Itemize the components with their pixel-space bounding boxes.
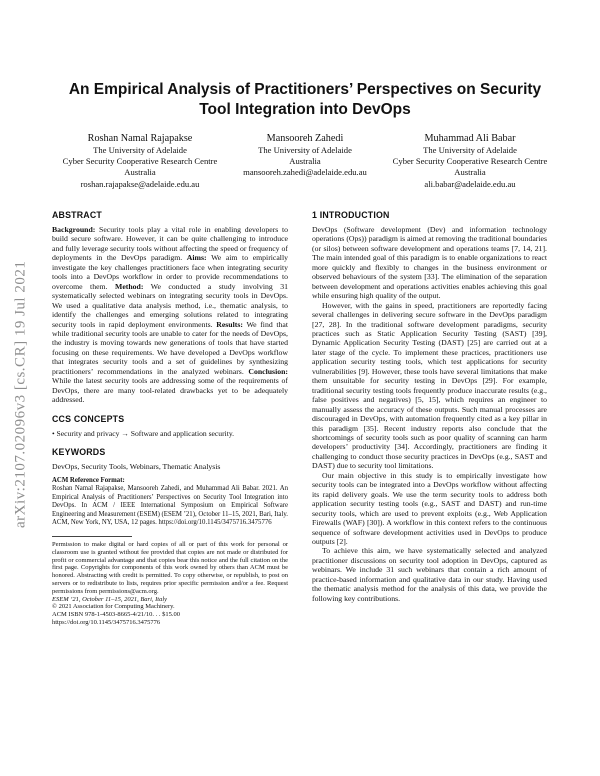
keywords-text: DevOps, Security Tools, Webinars, Thematic Analysis <box>52 462 221 472</box>
author-country: Australia <box>289 156 321 167</box>
keywords-heading: KEYWORDS <box>52 447 106 458</box>
left-column <box>52 210 288 627</box>
intro-paragraph-3: Our main objective in this study is to empirically investigate how security tools can be integrated into a DevOps workflow without affecting its rapid delivery goals. We use the term security tools to address both application security testing tools (e.g., SAST and DAST) and run-time security tools, which are used to prevent exploits (e.g., Web Application Firewalls (WAF) [30]). A workflow in this context refers to the continuous sequence of software development activities used in DevOps to produce outputs [2]. <box>312 470 547 546</box>
author-email: mansooreh.zahedi@adelaide.edu.au <box>243 167 367 178</box>
author-name: Mansooreh Zahedi <box>266 133 344 144</box>
right-column <box>312 210 547 603</box>
author-affiliation: The University of Adelaide <box>258 145 352 155</box>
author-1 <box>60 132 220 190</box>
paper-title: An Empirical Analysis of Practitioners’ Perspectives on Security Tool Integration into DevOps <box>68 81 542 118</box>
author-country: Australia <box>454 167 486 178</box>
doi-line[interactable]: https://doi.org/10.1145/3475716.3475776 <box>52 619 161 627</box>
footnote-divider <box>52 536 132 537</box>
author-email: roshan.rajapakse@adelaide.edu.au <box>80 178 200 189</box>
ccs-heading: CCS CONCEPTS <box>52 413 125 424</box>
ccs-text: • Security and privacy → Software and application security. <box>52 428 235 438</box>
intro-paragraph-2: However, with the gains in speed, practitioners are reportedly facing several challenges in delivering secure software in the DevOps paradigm [27, 28]. In the traditional software development paradigms, security practices such as Static Application Security Testing (SAST) [39], Dynamic Application Security Testing (DAST) [25] are carried out at a later stage of the cycle. To implement these practices, practitioners use application security testing tools, which test applications for security vulnerabilities [9]. However, these tools have several limitations that make them unsuitable for security testing in DevOps [29]. For example, traditional security testing tools frequently produce inaccurate results (e.g., false positives and negatives) [5, 15], which requires an engineer to manually assess the accuracy of these outputs. Such manual processes are discouraged in DevOps, with automation frequently cited as a key pillar in this paradigm [35]. Recent industry reports also conclude that the shortcomings of security tools such as poor quality of scanning can harm developers’ productivity [34]. Accordingly, practitioners are finding it challenging to conduct those security practices in DevOps (e.g., SAST and DAST) due to security tool limitations. <box>312 300 547 471</box>
author-2 <box>225 132 385 190</box>
author-3 <box>390 132 550 190</box>
author-affiliation: The University of Adelaide <box>423 145 517 155</box>
intro-paragraph-4: To achieve this aim, we have systematically selected and analyzed practitioner discussions on security tool adoption in DevOps, captured as webinars. We include 31 such webinars that contain a rich amount of practice-based information and qualitative data in our study. Having used the thematic analysis method for the analysis of this data, we provide the following key contributions. <box>312 546 547 603</box>
conference-line: ESEM ’21, October 11–15, 2021, Bari, Italy <box>52 595 168 603</box>
author-affiliation: The University of Adelaide <box>93 145 187 155</box>
permission-note: Permission to make digital or hard copies of all or part of this work for personal or classroom use is granted without fee provided that copies are not made or distributed for profit or commercial advantage and that copies bear this notice and the full citation on the first page. Copyrights for components of this work owned by others than ACM must be honored. Abstracting with credit is permitted. To copy otherwise, or republish, to post on servers or to redistribute to lists, requires prior specific permission and/or a fee. Request permissions from permissions@acm.org. <box>52 541 288 595</box>
introduction-heading: 1 INTRODUCTION <box>312 210 390 220</box>
isbn-line: ACM ISBN 978-1-4503-8665-4/21/10. . . $15.00 <box>52 611 181 619</box>
author-block <box>60 132 550 190</box>
author-org: Cyber Security Cooperative Research Centre <box>62 156 218 167</box>
author-name: Roshan Namal Rajapakse <box>87 133 193 144</box>
copyright-line: © 2021 Association for Computing Machinery. <box>52 603 175 611</box>
reference-format: ACM Reference Format: Roshan Namal Rajapakse, Mansooreh Zahedi, and Muhammad Ali Babar. 2021. An Empirical Analysis of Practitioners’ Perspectives on Security Tool Integration into DevOps. In ACM / IEEE International Symposium on Empirical Software Engineering and Measurement (ESEM) (ESEM ’21), October 11–15, 2021, Bari, Italy. ACM, New York, NY, USA, 12 pages. https://doi.org/10.1145/3475716.3475776 <box>52 476 288 527</box>
arxiv-identifier: arXiv:2107.02096v3 [cs.CR] 19 Jul 2021 <box>12 260 29 528</box>
author-email: ali.babar@adelaide.edu.au <box>424 178 516 189</box>
author-org: Cyber Security Cooperative Research Centre <box>392 156 548 167</box>
author-name: Muhammad Ali Babar <box>424 133 516 144</box>
abstract-heading: ABSTRACT <box>52 210 102 220</box>
author-country: Australia <box>124 167 156 178</box>
abstract-text: Background: Security tools play a vital role in enabling developers to build secure software. However, it can be quite challenging to introduce and fully leverage security tools without affecting the speed or frequency of deployments in the DevOps paradigm. Aims: We aim to empirically investigate the key challenges practitioners face when integrating security tools into a DevOps workflow in order to provide recommendations to overcome them. Method: We conducted a study involving 31 systematically selected webinars on integrating security tools in DevOps. We used a qualitative data analysis method, i.e., thematic analysis, to identify the challenges and emerging solutions related to integrating security tools in rapid deployment environments. Results: We find that while traditional security tools are unable to cater for the needs of DevOps, the industry is moving towards new generations of tools that have started focusing on these requirements. We have developed a DevOps workflow that integrates security tools and a set of guidelines by synthesizing practitioners’ recommendations in the analyzed webinars. Conclusion: While the latest security tools are addressing some of the requirements of DevOps, there are many tool-related drawbacks yet to be adequately addressed. <box>52 225 288 405</box>
intro-paragraph-1: DevOps (Software development (Dev) and information technology operations (Ops)) paradigm is aimed at removing the traditional boundaries (or silos) between software development and operations teams [7, 14, 21]. The main intended goal of this paradigm is to enable organizations to react more quickly and flexibly to changes in the business environment or observed behaviours of the system [33]. The elimination of the separation between development and operations activities enables achieving this goal while ensuring high quality of the output. <box>312 225 547 301</box>
